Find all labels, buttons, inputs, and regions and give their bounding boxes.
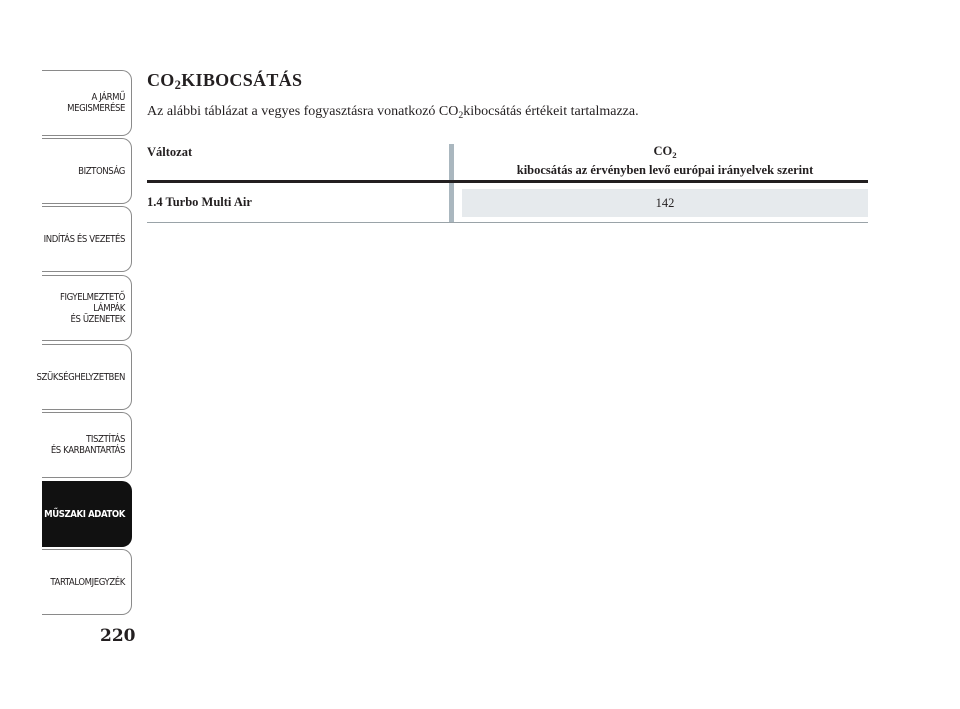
title-suffix: KIBOCSÁTÁS	[181, 70, 303, 90]
tab-tisztitas-es-karbantartas[interactable]: TISZTÍTÁS ÉS KARBANTARTÁS	[42, 412, 132, 478]
header-rule	[147, 180, 868, 183]
intro-text	[147, 104, 639, 121]
intro-prefix: Az alábbi táblázat a vegyes fogyasztásra vonatkozó CO	[147, 104, 459, 119]
row-co2-value: 142	[462, 189, 868, 217]
title-subscript: 2	[174, 78, 182, 92]
column-header-co2-line2: kibocsátás az érvényben levő európai irányelvek szerint	[516, 163, 814, 177]
column-divider	[449, 144, 454, 223]
title-prefix: CO	[147, 70, 175, 90]
column-header-co2-line1	[462, 144, 868, 163]
column-header-version: Változat	[147, 145, 193, 159]
column-header-co2	[462, 144, 868, 178]
tab-muszaki-adatok[interactable]: MŰSZAKI ADATOK	[42, 481, 132, 547]
tab-tartalomjegyzek[interactable]: TARTALOMJEGYZÉK	[42, 549, 132, 615]
page-number: 220	[100, 626, 136, 646]
tab-inditas-es-vezetes[interactable]: INDÍTÁS ÉS VEZETÉS	[42, 206, 132, 272]
tab-jarmu-megismerese[interactable]: A JÁRMŰ MEGISMERÉSE	[42, 70, 132, 136]
row-rule	[147, 222, 868, 223]
intro-suffix: kibocsátás értékeit tartalmazza.	[463, 104, 639, 119]
tab-figyelmezteto-lampak[interactable]: FIGYELMEZTETŐ LÁMPÁK ÉS ÜZENETEK	[42, 275, 132, 341]
co2-subscript: 2	[672, 150, 677, 160]
intro-subscript: 2	[458, 110, 464, 121]
tab-biztonsag[interactable]: BIZTONSÁG	[42, 138, 132, 204]
co2-prefix: CO	[653, 144, 673, 158]
section-title	[147, 70, 302, 93]
tab-szukseghelyzetben[interactable]: SZÜKSÉGHELYZETBEN	[42, 344, 132, 410]
row-version: 1.4 Turbo Multi Air	[147, 195, 252, 209]
